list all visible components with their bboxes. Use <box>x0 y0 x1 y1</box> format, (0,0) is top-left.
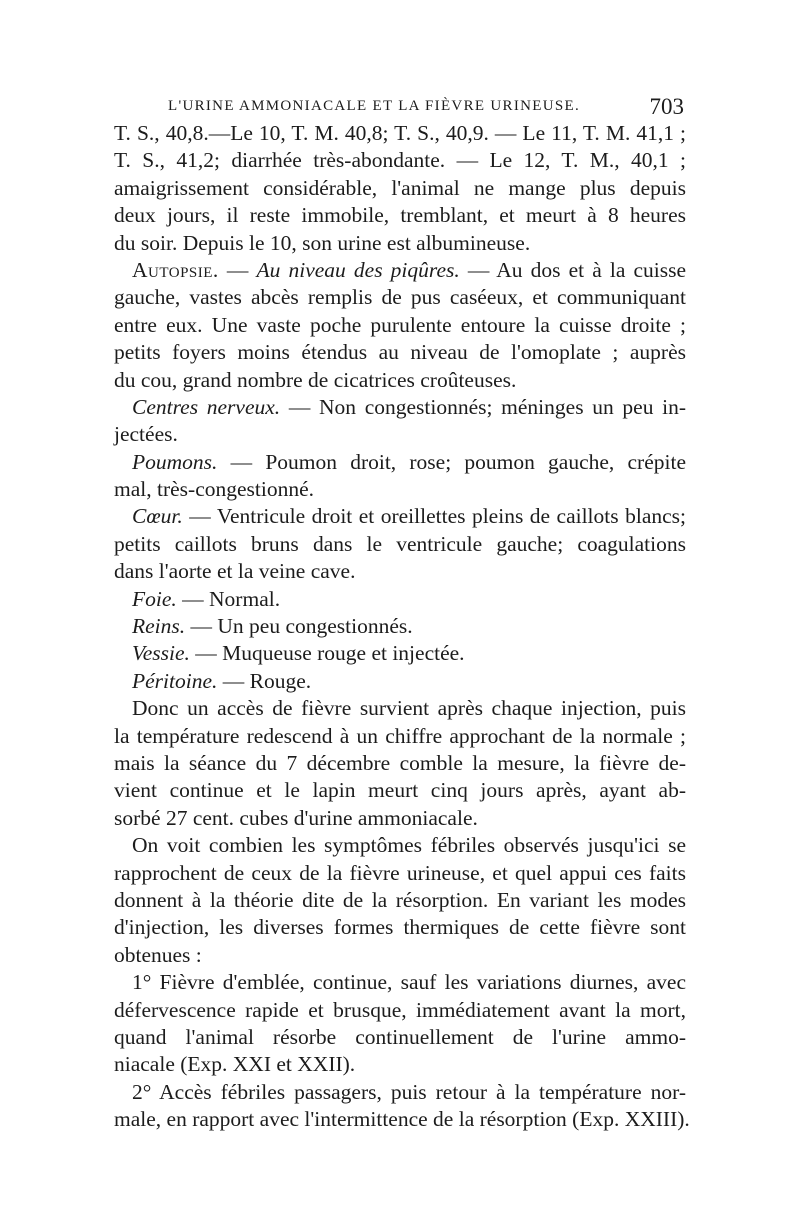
text-line: quand l'animal résorbe continuellement de l'urine ammo- <box>114 1024 686 1049</box>
text-line: petits caillots bruns dans le ventricule gauche; coagulations <box>114 531 686 556</box>
text-line: d'injection, les diverses formes thermiques de cette fièvre sont <box>114 915 686 940</box>
text-line: entre eux. Une vaste poche purulente entoure la cuisse droite ; <box>114 312 686 337</box>
text-line: rapprochent de ceux de la fièvre urineuse, et quel appui ces faits <box>114 860 686 885</box>
section-heading: Vessie. <box>132 641 190 666</box>
text-line: T. S., 40,8.—Le 10, T. M. 40,8; T. S., 40,9. — Le 11, T. M. 41,1 ; <box>114 121 686 145</box>
text-line: On voit combien les symptômes fébriles observés jusqu'ici se <box>132 833 686 858</box>
text-span: — Un peu congestionnés. <box>190 614 413 639</box>
text-line: donnent à la théorie dite de la résorption. En variant les modes <box>114 887 686 912</box>
section-line-centres-nerveux <box>114 394 686 421</box>
text-line: deux jours, il reste immobile, tremblant, et meurt à 8 heures <box>114 203 686 228</box>
text-line: petits foyers moins étendus au niveau de l'omoplate ; auprès <box>114 340 686 365</box>
page-number: 703 <box>649 94 684 119</box>
running-head <box>114 90 686 120</box>
text-line: la température redescend à un chiffre approchant de la normale ; <box>114 723 686 748</box>
text-line: du soir. Depuis le 10, son urine est albumineuse. <box>114 230 531 255</box>
section-heading: Reins. <box>132 614 186 639</box>
text-span: — Non congestionnés; méninges un peu in- <box>288 394 686 419</box>
body-text <box>114 120 690 1133</box>
section-heading: Péritoine. <box>132 668 218 693</box>
section-line-vessie <box>114 640 686 667</box>
text-line: obtenues : <box>114 942 202 967</box>
text-line: jectées. <box>114 422 178 447</box>
text-line: dans l'aorte et la veine cave. <box>114 559 356 584</box>
section-line-foie <box>114 586 686 613</box>
text-line: défervescence rapide et brusque, immédiatement avant la mort, <box>114 997 686 1022</box>
text-line: sorbé 27 cent. cubes d'urine ammoniacale. <box>114 805 478 830</box>
text-line: T. S., 41,2; diarrhée très-abondante. — Le 12, T. M., 40,1 ; <box>114 148 686 173</box>
section-heading: Centres nerveux. <box>132 394 281 419</box>
text-line: mais la séance du 7 décembre comble la mesure, la fièvre de- <box>114 750 686 775</box>
text-line: niacale (Exp. XXI et XXII). <box>114 1052 356 1077</box>
section-line-poumons <box>114 449 686 476</box>
text-line: 1° Fièvre d'emblée, continue, sauf les variations diurnes, avec <box>132 970 686 995</box>
text-line: gauche, vastes abcès remplis de pus caséeux, et communiquant <box>114 285 686 310</box>
autopsy-heading-line: Autopsie. — Au niveau des piqûres. — Au dos et à la cuisse <box>132 257 687 282</box>
section-line-coeur <box>114 503 686 530</box>
text-span: — Rouge. <box>222 668 312 693</box>
text-span: — Poumon droit, rose; poumon gauche, crépite <box>230 449 686 474</box>
section-line-peritoine <box>114 668 686 695</box>
text-line: Donc un accès de fièvre survient après chaque injection, puis <box>132 696 686 721</box>
section-heading: Cœur. <box>132 504 183 529</box>
autopsy-label: Autopsie. <box>132 257 219 282</box>
text-line: amaigrissement considérable, l'animal ne mange plus depuis <box>114 175 686 200</box>
section-heading: Foie. <box>132 586 177 611</box>
text-line: mal, très-congestionné. <box>114 477 315 502</box>
autopsy-subheading: Au niveau des piqûres. <box>256 257 460 282</box>
text-line: du cou, grand nombre de cicatrices croûteuses. <box>114 367 517 392</box>
running-title: L'URINE AMMONIACALE ET LA FIÈVRE URINEUSE. <box>167 98 580 114</box>
text-span: — Ventricule droit et oreillettes pleins de caillots blancs; <box>189 504 686 529</box>
text-line: 2° Accès fébriles passagers, puis retour à la température nor- <box>132 1079 686 1104</box>
text-span: — Muqueuse rouge et injectée. <box>195 641 465 666</box>
section-heading: Poumons. <box>132 449 218 474</box>
text-line: vient continue et le lapin meurt cinq jours après, ayant ab- <box>114 778 686 803</box>
text-span: — Au dos et à la cuisse <box>467 257 687 282</box>
text-line: male, en rapport avec l'intermittence de la résorption (Exp. XXIII). <box>114 1107 690 1132</box>
section-line-reins <box>114 613 686 640</box>
text-span: — Normal. <box>182 586 281 611</box>
